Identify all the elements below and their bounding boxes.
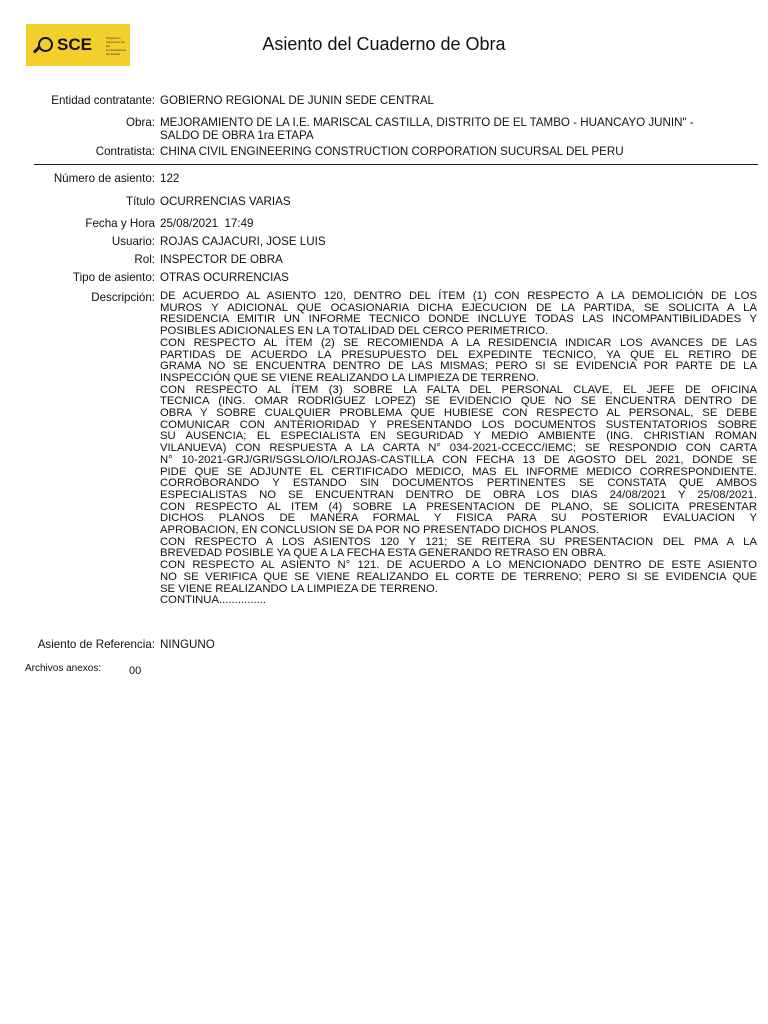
usuario-label: Usuario: xyxy=(111,235,155,248)
divider xyxy=(34,164,758,165)
numero-value: 122 xyxy=(160,172,180,185)
descripcion-line: CON RESPECTO AL ITEM (4) SOBRE LA PRESENTACION DE PLANO, SE SOLICITA PRESENTAR xyxy=(160,500,757,513)
descripcion-line: OBRA Y SOBRE CUALQUIER PROBLEMA QUE HUBIESE CON RESPECTO AL PERSONAL, SE DEBE xyxy=(160,407,757,420)
obra-line-2: SALDO DE OBRA 1ra ETAPA xyxy=(160,129,314,142)
descripcion-line: TECNICA (ING. OMAR RODRIGUEZ LOPEZ) SE EVIDENCIO QUE NO SE ENCUENTRA DENTRO DE xyxy=(160,395,757,408)
descripcion-line: VILANUEVA) CON RESPUESTA A LA CARTA N° 034-2021-CCECC/IEMC; SE RESPONDIO CON CARTA xyxy=(160,442,757,455)
fecha-label: Fecha y Hora xyxy=(85,217,155,230)
obra-value xyxy=(160,116,730,142)
descripcion-line: SE VIENE REALIZANDO LA LIMPIEZA DE TERRENO. xyxy=(160,582,438,595)
descripcion-line: ESPECIALISTAS NO SE ENCUENTRAN DENTRO DE OBRA LOS DIAS 24/08/2021 Y 25/08/2021. xyxy=(160,488,757,501)
descripcion-line: CORROBORANDO Y ESTANDO SIN DOCUMENTOS PERTINENTES SE CONSTATA QUE AMBOS xyxy=(160,477,757,490)
descripcion-line: NO SE VERIFICA QUE SE VIENE REALIZANDO EL CORTE DE TERRENO; PERO SI SE EVIDENCIA QUE xyxy=(160,570,757,583)
descripcion-text xyxy=(160,291,757,607)
descripcion-line: CON RESPECTO A LOS ASIENTOS 120 Y 121; SE REITERA SU PRESENTACION DEL PMA A LA xyxy=(160,535,757,548)
contratista-label: Contratista: xyxy=(95,145,155,158)
obra-line-1: MEJORAMIENTO DE LA I.E. MARISCAL CASTILLA, DISTRITO DE EL TAMBO - HUANCAYO JUNIN" - xyxy=(160,116,694,129)
entidad-label: Entidad contratante: xyxy=(51,94,155,107)
titulo-value: OCURRENCIAS VARIAS xyxy=(160,195,291,208)
descripcion-line: CONTINUA............... xyxy=(160,594,267,607)
descripcion-line: COMUNICAR CON ANTERIORIDAD Y PRESENTANDO LOS DOCUMENTOS SUSTENTATORIOS SOBRE xyxy=(160,418,757,431)
descripcion-line: INSPECCIÓN QUE SE VIENE REALIZANDO LA LIMPIEZA DE TERRENO. xyxy=(160,371,539,384)
descripcion-line: PARTIDAS DE ACUERDO LA PRESUPUESTO DEL EXPEDINTE TECNICO, YA QUE EL RETIRO DE xyxy=(160,348,757,361)
entidad-value: GOBIERNO REGIONAL DE JUNIN SEDE CENTRAL xyxy=(160,94,435,107)
rol-value: INSPECTOR DE OBRA xyxy=(160,253,283,266)
tipo-label: Tipo de asiento: xyxy=(72,271,155,284)
tipo-value: OTRAS OCURRENCIAS xyxy=(160,271,289,284)
descripcion-line: DE ACUERDO AL ASIENTO 120, DENTRO DEL ÍTEM (1) CON RESPECTO A LA DEMOLICIÓN DE LOS xyxy=(160,290,757,302)
descripcion-line: CON RESPECTO AL ÍTEM (3) SOBRE LA FALTA DEL PERSONAL CLAVE, EL JEFE DE OFICINA xyxy=(160,383,757,396)
descripcion-line: BREVEDAD POSIBLE YA QUE A LA FECHA ESTA GENERANDO RETRASO EN OBRA. xyxy=(160,547,607,560)
contratista-value: CHINA CIVIL ENGINEERING CONSTRUCTION CORPORATION SUCURSAL DEL PERU xyxy=(160,145,624,158)
anexos-label: Archivos anexos: xyxy=(25,663,102,674)
descripcion-line: SU AUSENCIA; EL ESPECIALISTA EN SEGURIDAD Y MEDIO AMBIENTE (ING. CHRISTIAN ROMAN xyxy=(160,430,757,443)
descripcion-line: POSIBLES ADICIONALES EN LA TOTALIDAD DEL CERCO PERIMETRICO. xyxy=(160,325,549,338)
descripcion-line: CON RESPECTO AL ÍTEM (2) SE RECOMIENDA A LA RESIDENCIA INDICAR LOS AVANCES DE LAS xyxy=(160,336,757,349)
descripcion-label: Descripción: xyxy=(91,291,155,304)
descripcion-line: GRAMA NO SE ENCUENTRA DENTRO DE LAS MISMAS; PERO SI SE EVIDENCIA POR PARTE DE LA xyxy=(160,360,757,373)
logo-small-text: Organismo Supervisor de las Contrataciones del Estado xyxy=(106,36,127,56)
anexos-value: 00 xyxy=(129,665,142,677)
descripcion-line: RESIDENCIA EMITIR UN INFORME TECNICO DONDE INCLUYE TODAS LAS INCOMPANTIBILIDADES Y xyxy=(160,313,757,326)
page-title: Asiento del Cuaderno de Obra xyxy=(262,34,506,54)
referencia-label: Asiento de Referencia: xyxy=(37,638,155,651)
rol-label: Rol: xyxy=(134,253,155,266)
obra-label: Obra: xyxy=(126,116,155,129)
descripcion-line: APROBACION, EN CONCLUSION SE DA POR NO PRESENTADO DICHOS PLANOS. xyxy=(160,524,600,537)
descripcion-line: PIDE QUE SE ADJUNTE EL CERTIFICADO MEDICO, MAS EL INFORME MEDICO CORRESPONDIENTE. xyxy=(160,465,757,478)
referencia-value: NINGUNO xyxy=(160,638,215,651)
logo-text: SCE xyxy=(57,35,92,54)
descripcion-line: N° 10-2021-GRJ/GRI/SGSLO/IO/LROJAS-CASTILLA CON FECHA 13 DE AGOSTO DEL 2021, DONDE SE xyxy=(160,453,757,466)
descripcion-line: CON RESPECTO AL ASIENTO N° 121. DE ACUERDO A LO MENCIONADO DENTRO DE ESTE ASIENTO xyxy=(160,559,757,572)
descripcion-line: DICHOS PLANOS DE MANERA FORMAL Y FISICA PARA SU POSTERIOR EVALUACION Y xyxy=(160,512,757,525)
descripcion-line: MUROS Y ADICIONAL QUE OCASIONARIA DICHA EJECUCION DE LA PARTIDA, SE SOLICITA A LA xyxy=(160,301,757,314)
numero-label: Número de asiento: xyxy=(53,172,155,185)
fecha-value: 25/08/2021 17:49 xyxy=(160,217,254,230)
usuario-value: ROJAS CAJACURI, JOSE LUIS xyxy=(160,235,326,248)
titulo-label: Título xyxy=(126,195,155,208)
